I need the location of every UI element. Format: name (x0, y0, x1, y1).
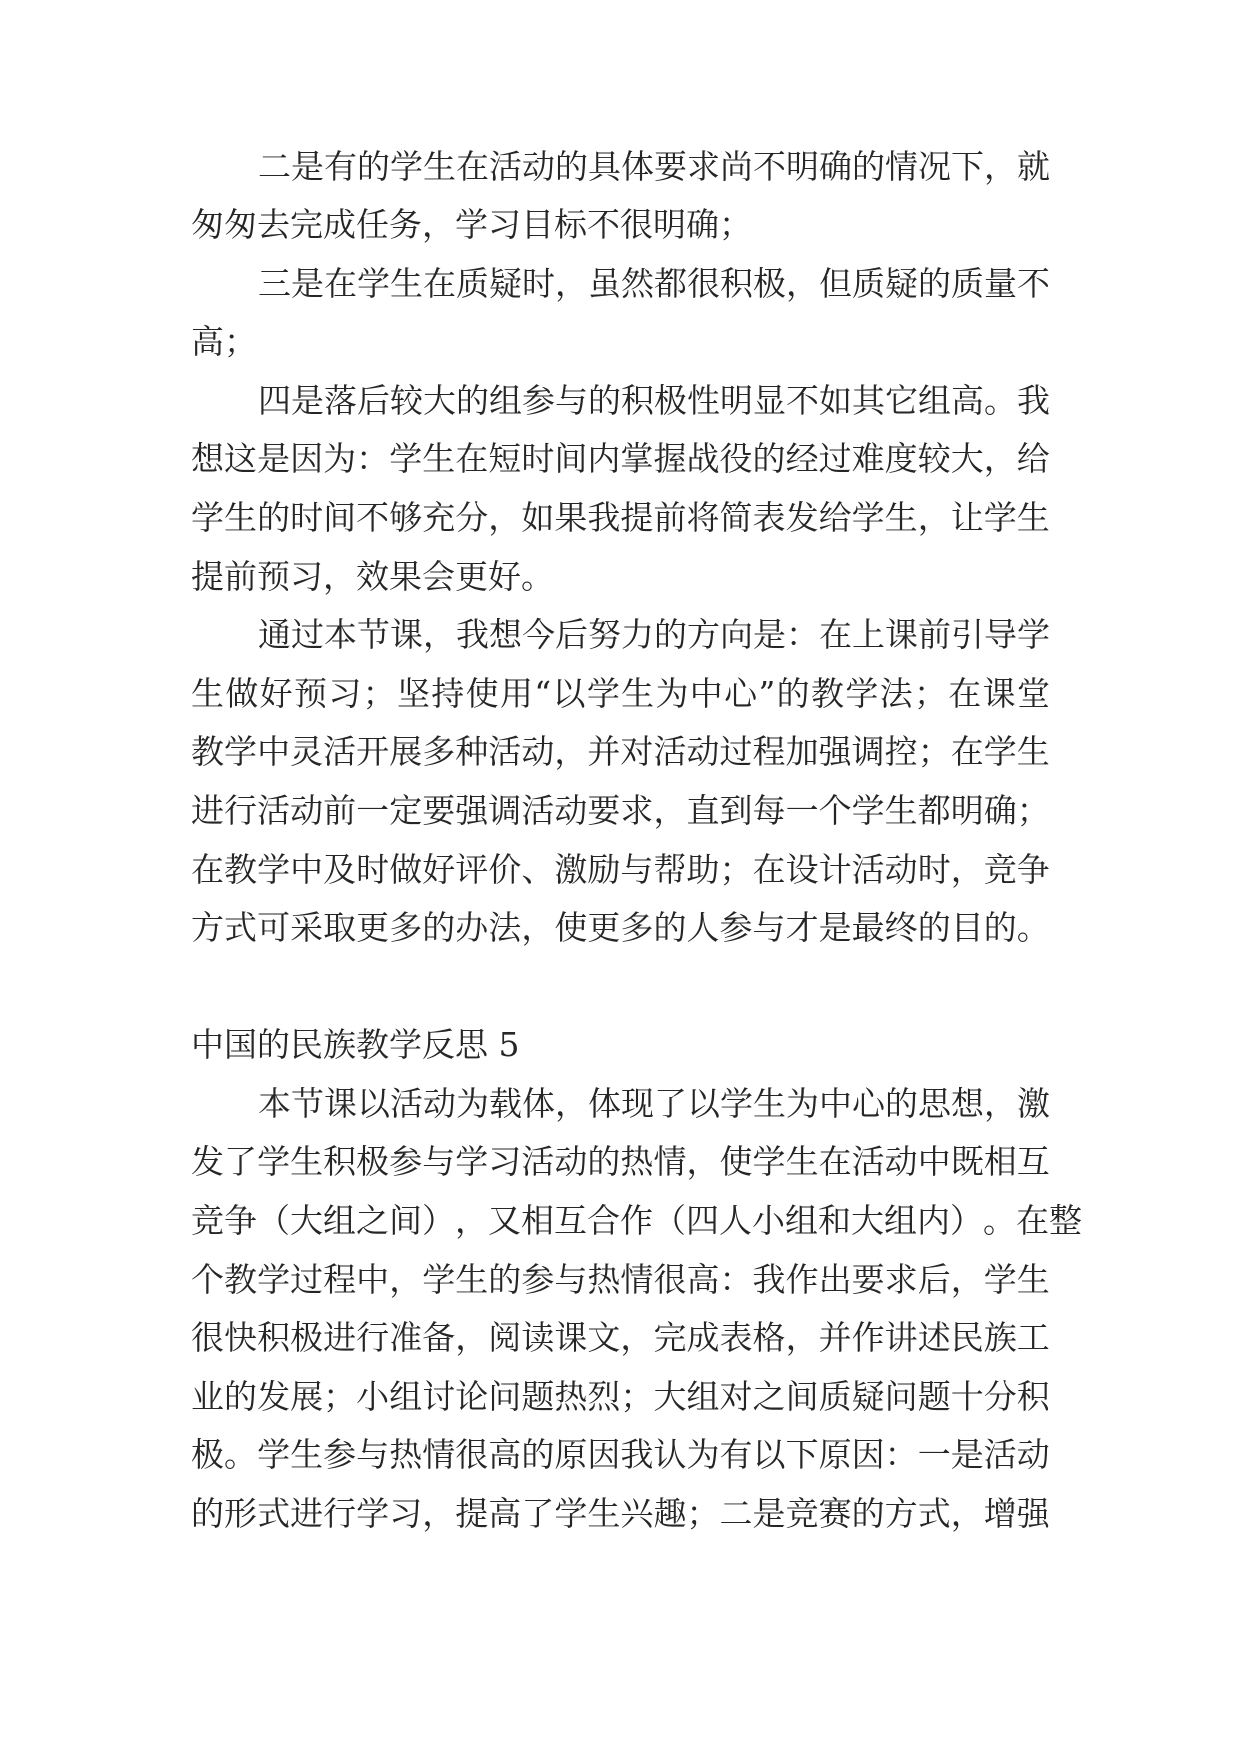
text-line: 极 。 学 生 参 与 热 情 很 高 的 原 因 我 认 为 有 以 下 原 因 ： 一 是 活 动 (191, 1435, 1050, 1474)
text-line: 三 是 在 学 生 在 质 疑 时 ， 虽 然 都 很 积 极 ， 但 质 疑 的 质 量 不 (258, 264, 1050, 303)
text-line: 提前预习，效果会更好。 (191, 557, 554, 596)
text-line: 本 节 课 以 活 动 为 载 体 ， 体 现 了 以 学 生 为 中 心 的 思 想 ， 激 (258, 1084, 1050, 1123)
text-line: 想 这 是 因 为 ： 学 生 在 短 时 间 内 掌 握 战 役 的 经 过 难 度 较 大 ， 给 (191, 439, 1050, 478)
text-line: 个 教 学 过 程 中 ， 学 生 的 参 与 热 情 很 高 ： 我 作 出 要 求 后 ， 学 生 (191, 1260, 1050, 1299)
text-line: 匆匆去完成任务，学习目标不很明确； (191, 205, 752, 244)
section-heading: 中国的民族教学反思 5 (191, 1025, 520, 1064)
text-line: 生 做 好 预 习 ； 坚 持 使 用 “ 以 学 生 为 中 心 ” 的 教 学 法 ； 在 课 堂 (191, 674, 1050, 713)
text-line: 二 是 有 的 学 生 在 活 动 的 具 体 要 求 尚 不 明 确 的 情 况 下 ， 就 (258, 147, 1050, 186)
text-line: 方 式 可 采 取 更 多 的 办 法 ， 使 更 多 的 人 参 与 才 是 最 终 的 目 的 。 (191, 908, 1050, 947)
text-line: 的 形 式 进 行 学 习 ， 提 高 了 学 生 兴 趣 ； 二 是 竞 赛 的 方 式 ， 增 强 (191, 1494, 1050, 1533)
text-line: 教 学 中 灵 活 开 展 多 种 活 动 ， 并 对 活 动 过 程 加 强 调 控 ； 在 学 生 (191, 732, 1050, 771)
text-line: 很 快 积 极 进 行 准 备 ， 阅 读 课 文 ， 完 成 表 格 ， 并 作 讲 述 民 族 工 (191, 1318, 1050, 1357)
text-line: 高； (191, 322, 257, 361)
text-line: 业 的 发 展 ； 小 组 讨 论 问 题 热 烈 ； 大 组 对 之 间 质 疑 问 题 十 分 积 (191, 1377, 1050, 1416)
text-line: 学 生 的 时 间 不 够 充 分 ， 如 果 我 提 前 将 简 表 发 给 学 生 ， 让 学 生 (191, 498, 1050, 537)
text-line: 进 行 活 动 前 一 定 要 强 调 活 动 要 求 ， 直 到 每 一 个 学 生 都 明 确 ； (191, 791, 1050, 830)
text-line: 四 是 落 后 较 大 的 组 参 与 的 积 极 性 明 显 不 如 其 它 组 高 。 我 (258, 381, 1050, 420)
text-line: 在 教 学 中 及 时 做 好 评 价 、 激 励 与 帮 助 ； 在 设 计 活 动 时 ， 竞 争 (191, 850, 1050, 889)
text-line: 通 过 本 节 课 ， 我 想 今 后 努 力 的 方 向 是 ： 在 上 课 前 引 导 学 (258, 615, 1050, 654)
text-line: 发 了 学 生 积 极 参 与 学 习 活 动 的 热 情 ， 使 学 生 在 活 动 中 既 相 互 (191, 1142, 1050, 1181)
text-line: 竞 争 （ 大 组 之 间 ） ， 又 相 互 合 作 （ 四 人 小 组 和 大 组 内 ） 。 在 整 (191, 1201, 1082, 1240)
